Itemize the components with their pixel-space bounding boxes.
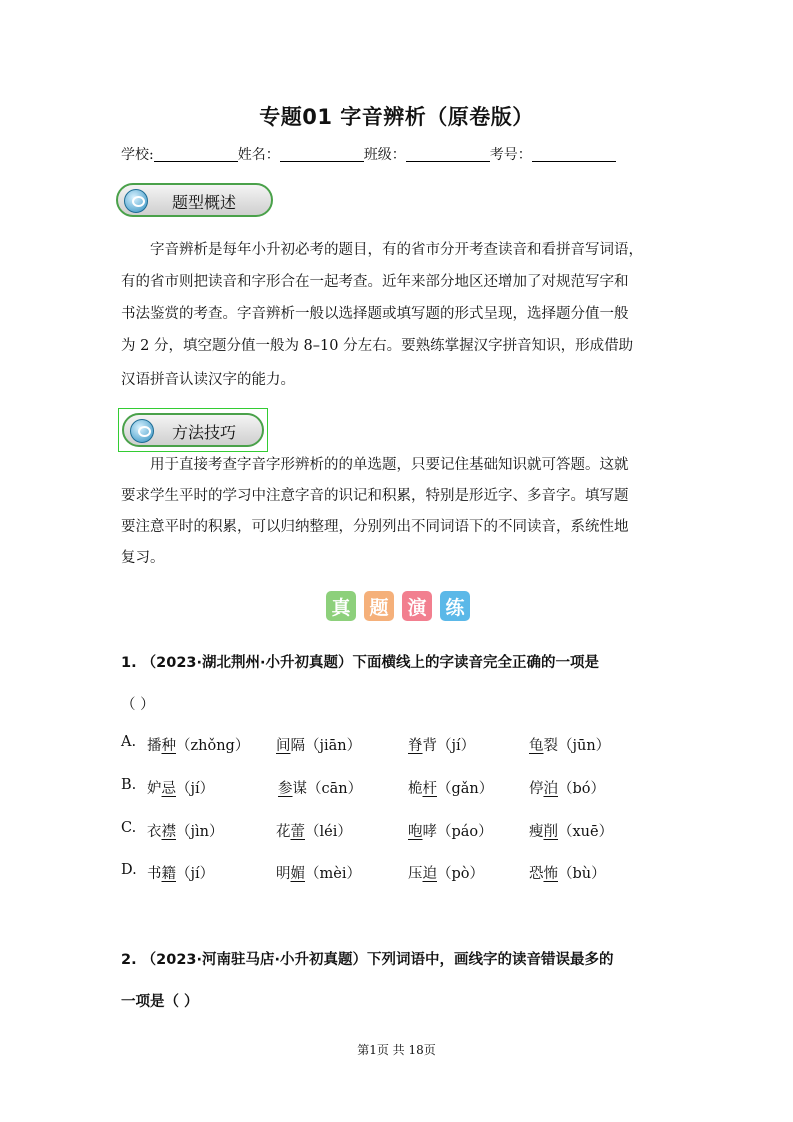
word-prefix: 恐 — [529, 866, 544, 882]
word-suffix: 哮 — [422, 824, 437, 840]
option-word — [408, 820, 493, 841]
question-2-stem: 2. （2023·河南驻马店·小升初真题）下列词语中，画线字的读音错误最多的 — [121, 952, 614, 968]
option-word — [276, 862, 361, 883]
option-word — [147, 862, 214, 883]
class-label: 班级： — [363, 147, 406, 163]
exam-no-label: 考号： — [489, 147, 532, 163]
selection-frame — [118, 408, 268, 452]
word-prefix: 瘦 — [529, 824, 544, 840]
pinyin: （léi） — [305, 824, 352, 840]
option-letter[interactable]: D. — [121, 862, 137, 878]
practice-heading — [326, 591, 470, 621]
pinyin: （cān） — [307, 781, 363, 797]
underlined-char: 迫 — [422, 866, 437, 882]
school-label: 学校: — [121, 147, 154, 163]
section-label: 方法技巧 — [172, 423, 237, 442]
school-blank[interactable] — [154, 147, 238, 162]
page-title: 专题01 字音辨析（原卷版） — [259, 105, 534, 129]
pinyin: （jí） — [176, 781, 215, 797]
pinyin: （páo） — [437, 824, 493, 840]
underlined-char: 间 — [276, 738, 291, 754]
word-prefix: 花 — [276, 824, 291, 840]
heading-tile: 练 — [440, 591, 470, 621]
underlined-char: 怖 — [543, 866, 558, 882]
option-letter[interactable]: A. — [121, 734, 137, 750]
word-prefix: 衣 — [147, 824, 162, 840]
pinyin: （pò） — [437, 866, 485, 882]
underlined-char: 襟 — [161, 824, 176, 840]
option-word — [147, 777, 214, 798]
pinyin: （jí） — [176, 866, 215, 882]
word-prefix: 明 — [276, 866, 291, 882]
word-prefix: 播 — [147, 738, 162, 754]
option-letter[interactable]: C. — [121, 820, 137, 836]
option-word — [408, 862, 484, 883]
option-word — [278, 777, 362, 798]
speech-bubble-icon — [124, 189, 148, 213]
underlined-char: 脊 — [408, 738, 423, 754]
method-line: 用于直接考查字音字形辨析的的单选题，只要记住基础知识就可答题。这就 — [150, 457, 629, 473]
option-word — [408, 777, 493, 798]
underlined-char: 龟 — [529, 738, 544, 754]
method-paragraph — [121, 453, 681, 573]
word-suffix: 谋 — [292, 781, 307, 797]
question-2-stem-cont: 一项是（ ） — [121, 994, 199, 1010]
underlined-char: 泊 — [543, 781, 558, 797]
pinyin: （xuē） — [558, 824, 614, 840]
method-line: 要求学生平时的学习中注意字音的识记和积累，特别是形近字、多音字。填写题 — [121, 488, 629, 504]
word-suffix: 裂 — [543, 738, 558, 754]
option-word — [529, 777, 605, 798]
underlined-char: 杆 — [422, 781, 437, 797]
intro-line: 为 2 分，填空题分值一般为 8–10 分左右。要熟练掌握汉字拼音知识，形成借助 — [121, 338, 634, 354]
underlined-char: 媚 — [290, 866, 305, 882]
section-badge-method — [122, 413, 264, 447]
underlined-char: 忌 — [161, 781, 176, 797]
pinyin: （gǎn） — [437, 781, 494, 797]
underlined-char: 参 — [278, 781, 293, 797]
word-prefix: 桅 — [408, 781, 423, 797]
class-blank[interactable] — [406, 147, 490, 162]
option-word — [529, 820, 613, 841]
method-line: 要注意平时的积累，可以归纳整理，分别列出不同词语下的不同读音，系统性地 — [121, 519, 629, 535]
word-prefix: 妒 — [147, 781, 162, 797]
intro-line: 有的省市则把读音和字形合在一起考查。近年来部分地区还增加了对规范写字和 — [121, 274, 629, 290]
option-word — [529, 734, 610, 755]
pinyin: （jí） — [437, 738, 476, 754]
word-suffix: 背 — [422, 738, 437, 754]
underlined-char: 籍 — [161, 866, 176, 882]
exam-no-blank[interactable] — [532, 147, 616, 162]
option-word — [529, 862, 606, 883]
speech-bubble-icon — [130, 419, 154, 443]
underlined-char: 种 — [161, 738, 176, 754]
pinyin: （zhǒng） — [176, 738, 250, 754]
word-prefix: 停 — [529, 781, 544, 797]
underlined-char: 蕾 — [290, 824, 305, 840]
underlined-char: 咆 — [408, 824, 423, 840]
intro-line: 字音辨析是每年小升初必考的题目，有的省市分开考查读音和看拼音写词语， — [150, 242, 643, 258]
section-label: 题型概述 — [172, 193, 237, 212]
intro-line: 书法鉴赏的考查。字音辨析一般以选择题或填写题的形式呈现，选择题分值一般 — [121, 306, 629, 322]
word-prefix: 书 — [147, 866, 162, 882]
question-1-stem: 1. （2023·湖北荆州·小升初真题）下面横线上的字读音完全正确的一项是 — [121, 655, 600, 671]
underlined-char: 削 — [543, 824, 558, 840]
intro-paragraph — [121, 238, 681, 398]
section-badge-overview — [116, 183, 273, 217]
option-word — [276, 734, 361, 755]
option-word — [147, 734, 249, 755]
pinyin: （bù） — [558, 866, 606, 882]
method-line: 复习。 — [121, 550, 165, 566]
option-word — [276, 820, 352, 841]
heading-tile: 真 — [326, 591, 356, 621]
heading-tile: 演 — [402, 591, 432, 621]
pinyin: （mèi） — [305, 866, 361, 882]
pinyin: （jiān） — [305, 738, 362, 754]
word-suffix: 隔 — [290, 738, 305, 754]
name-label: 姓名： — [237, 147, 280, 163]
option-word — [408, 734, 475, 755]
pinyin: （bó） — [558, 781, 606, 797]
option-letter[interactable]: B. — [121, 777, 137, 793]
option-word — [147, 820, 223, 841]
word-prefix: 压 — [408, 866, 423, 882]
student-info-line — [121, 144, 616, 164]
answer-blank[interactable]: （ ） — [121, 697, 155, 713]
intro-line: 汉语拼音认读汉字的能力。 — [121, 372, 295, 388]
heading-tile: 题 — [364, 591, 394, 621]
page-footer: 第1页 共 18页 — [357, 1043, 436, 1057]
pinyin: （jūn） — [558, 738, 611, 754]
pinyin: （jìn） — [176, 824, 224, 840]
name-blank[interactable] — [280, 147, 364, 162]
